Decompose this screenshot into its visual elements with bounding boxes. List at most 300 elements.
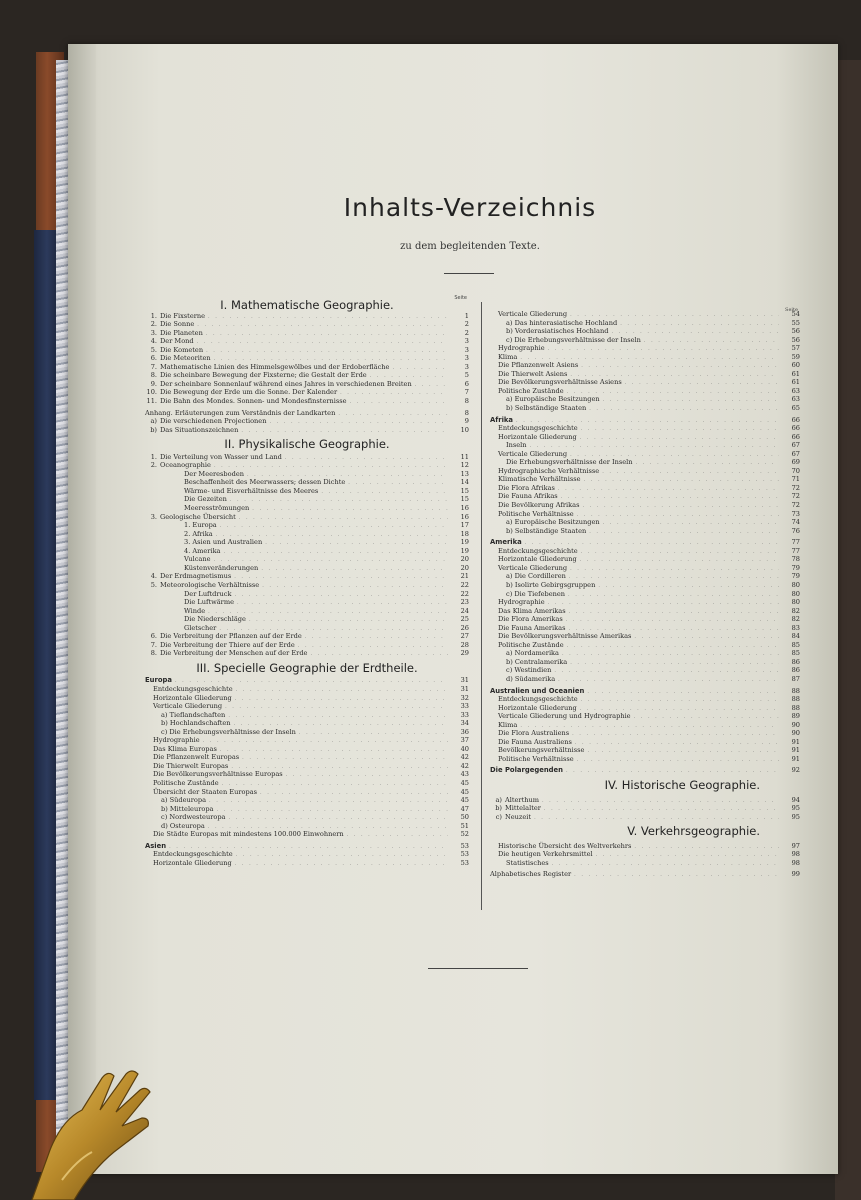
leader-dots xyxy=(544,805,779,814)
toc-entry xyxy=(145,632,469,641)
toc-entry xyxy=(145,762,469,771)
leader-dots xyxy=(299,729,448,738)
leader-dots xyxy=(230,496,448,505)
toc-entry-label: Die Flora Amerikas xyxy=(498,615,563,624)
leader-dots xyxy=(577,511,779,520)
toc-entry xyxy=(490,361,800,370)
leader-dots xyxy=(269,418,448,427)
toc-entry xyxy=(145,728,469,737)
title-rule xyxy=(444,273,494,274)
toc-entry xyxy=(490,433,800,442)
toc-entry-label: Entdeckungsgeschichte xyxy=(498,546,578,555)
toc-entry-label: Die Verteilung von Wasser und Land xyxy=(160,452,282,461)
toc-entry-page: 87 xyxy=(791,674,800,683)
toc-entry-page: 20 xyxy=(460,563,469,572)
toc-entry-label: c) Nordwesteuropa xyxy=(161,813,226,822)
leader-dots xyxy=(214,462,448,471)
leader-dots xyxy=(603,396,779,405)
toc-entry-page: 61 xyxy=(791,378,800,387)
toc-entry xyxy=(145,842,469,851)
leader-dots xyxy=(415,381,448,390)
leader-dots xyxy=(548,599,779,608)
toc-entry-label: Bevölkerungsverhältnisse xyxy=(498,746,585,755)
toc-entry-label: Meteorologische Verhältnisse xyxy=(160,580,260,589)
toc-entry xyxy=(490,649,800,658)
toc-entry-page: 42 xyxy=(460,753,469,762)
toc-entry xyxy=(145,779,469,788)
toc-entry-label: Die Fixsterne xyxy=(160,311,206,320)
toc-entry-page: 53 xyxy=(460,850,469,859)
toc-entry-number: 1. xyxy=(150,311,157,320)
toc-entry-number: 10. xyxy=(146,388,157,397)
toc-entry-page: 12 xyxy=(460,461,469,470)
toc-entry xyxy=(490,632,800,641)
toc-entry-page: 76 xyxy=(791,526,800,535)
toc-entry-page: 45 xyxy=(460,778,469,787)
toc-entry-page: 19 xyxy=(460,546,469,555)
section-heading xyxy=(145,295,469,312)
leader-dots xyxy=(574,871,779,880)
toc-entry-number: c) xyxy=(495,812,502,821)
toc-entry-label: Politische Zustände xyxy=(153,778,219,787)
toc-entry-label: Klima xyxy=(498,720,518,729)
end-rule xyxy=(428,968,528,969)
toc-entry xyxy=(145,615,469,624)
leader-dots xyxy=(625,379,779,388)
toc-entry-page: 3 xyxy=(464,354,469,363)
leader-dots xyxy=(570,659,779,668)
toc-entry-label: Die Planeten xyxy=(160,328,203,337)
toc-entry xyxy=(145,805,469,814)
toc-entry-label: Verticale Gliederung xyxy=(153,702,223,711)
toc-entry-page: 85 xyxy=(791,640,800,649)
toc-entry-label: Entdeckungsgeschichte xyxy=(153,684,233,693)
toc-entry xyxy=(490,416,800,425)
toc-entry xyxy=(490,624,800,633)
toc-entry-page: 66 xyxy=(791,432,800,441)
toc-entry-label: 3. Asien und Australien xyxy=(184,538,263,547)
toc-entry-label: Winde xyxy=(184,606,206,615)
toc-entry-page: 52 xyxy=(460,830,469,839)
toc-entry xyxy=(145,719,469,728)
toc-entry xyxy=(490,458,800,467)
toc-entry xyxy=(145,796,469,805)
toc-entry-page: 56 xyxy=(791,335,800,344)
toc-entry xyxy=(490,538,800,547)
toc-entry xyxy=(145,788,469,797)
toc-entry-label: a) Das hinterasiatische Hochland xyxy=(506,318,618,327)
toc-entry xyxy=(490,598,800,607)
toc-entry-number: b) xyxy=(150,425,157,434)
toc-entry-label: Entdeckungsgeschichte xyxy=(498,424,578,433)
toc-entry-number: 2. xyxy=(150,461,157,470)
toc-entry-label: a) Die Cordilleren xyxy=(506,572,566,581)
toc-entry-label: Alphabetisches Register xyxy=(490,870,572,879)
section-4-heading: IV. Historische Geographie. xyxy=(604,777,760,792)
page-subtitle: zu dem begleitenden Texte. xyxy=(400,241,540,252)
toc-entry xyxy=(145,649,469,658)
toc-entry xyxy=(145,694,469,703)
afrika-list xyxy=(490,416,800,536)
toc-entry-label: Wärme- und Eisverhältnisse des Meeres xyxy=(184,486,319,495)
toc-entry-page: 69 xyxy=(791,458,800,467)
toc-entry-label: Übersicht der Staaten Europas xyxy=(153,787,258,796)
toc-entry-label: Beschaffenheit des Meerwassers; dessen Dichte xyxy=(184,478,346,487)
leader-dots xyxy=(228,712,448,721)
toc-entry-page: 13 xyxy=(460,469,469,478)
toc-entry xyxy=(145,312,469,321)
toc-entry xyxy=(490,755,800,764)
toc-entry xyxy=(145,822,469,831)
toc-entry xyxy=(145,859,469,868)
toc-entry-page: 37 xyxy=(460,736,469,745)
toc-entry-label: Die Bevölkerungsverhältnisse Europas xyxy=(153,770,283,779)
toc-entry-number: 5. xyxy=(150,345,157,354)
leader-dots xyxy=(239,514,448,523)
toc-entry-page: 72 xyxy=(791,501,800,510)
toc-entry-label: a) Tieflandschaften xyxy=(161,710,226,719)
toc-entry-page: 84 xyxy=(791,632,800,641)
toc-entry-number: 1. xyxy=(150,452,157,461)
leader-dots xyxy=(584,476,779,485)
toc-entry xyxy=(490,387,800,396)
toc-entry-label: Die Bevölkerungsverhältnisse Asiens xyxy=(498,378,622,387)
toc-entry xyxy=(490,859,800,868)
leader-dots xyxy=(589,528,779,537)
toc-entry-label: a) Europäische Besitzungen xyxy=(506,395,600,404)
toc-entry-page: 95 xyxy=(791,804,800,813)
toc-entry-label: Die Pflanzenwelt Asiens xyxy=(498,361,579,370)
leader-dots xyxy=(587,747,779,756)
toc-entry-page: 88 xyxy=(791,695,800,704)
toc-entry xyxy=(145,320,469,329)
anhang-entry xyxy=(145,409,469,418)
leader-dots xyxy=(580,434,779,443)
toc-entry xyxy=(490,564,800,573)
toc-entry-page: 21 xyxy=(460,572,469,581)
toc-entry-label: Vulcane xyxy=(184,555,211,564)
toc-entry-page: 63 xyxy=(791,386,800,395)
book-edge xyxy=(835,60,861,1200)
toc-entry xyxy=(490,572,800,581)
toc-entry xyxy=(490,404,800,413)
toc-entry xyxy=(145,745,469,754)
toc-entry-label: Die Fauna Amerikas xyxy=(498,623,566,632)
leader-dots xyxy=(569,608,779,617)
section-heading xyxy=(490,777,800,792)
leader-dots xyxy=(260,789,448,798)
anhang-list xyxy=(145,409,469,435)
toc-entry-page: 72 xyxy=(791,483,800,492)
leader-dots xyxy=(249,616,448,625)
page-title: Inhalts-Verzeichnis xyxy=(343,193,597,222)
toc-entry xyxy=(490,675,800,684)
toc-entry-page: 27 xyxy=(460,632,469,641)
toc-entry-page: 88 xyxy=(791,703,800,712)
toc-entry-page: 98 xyxy=(791,858,800,867)
toc-entry-label: Verticale Gliederung xyxy=(498,563,568,572)
leader-dots xyxy=(577,756,779,765)
toc-entry xyxy=(490,746,800,755)
toc-entry-number: 4. xyxy=(150,572,157,581)
toc-entry xyxy=(145,426,469,435)
toc-entry-label: b) Mitteleuropa xyxy=(161,804,214,813)
toc-entry-page: 25 xyxy=(460,615,469,624)
toc-entry xyxy=(490,796,800,805)
toc-entry xyxy=(490,518,800,527)
toc-entry-page: 57 xyxy=(791,344,800,353)
toc-entry-number: 6. xyxy=(150,632,157,641)
toc-entry xyxy=(490,378,800,387)
toc-entry xyxy=(145,753,469,762)
leader-dots xyxy=(620,320,779,329)
toc-entry-label: Der Luftdruck xyxy=(184,589,232,598)
toc-entry xyxy=(145,813,469,822)
toc-entry-page: 5 xyxy=(464,371,469,380)
toc-entry-page: 59 xyxy=(791,352,800,361)
anhang-label: Anhang. Erläuterungen zum Verständnis der Landkarten xyxy=(145,408,336,417)
toc-entry-label: c) Die Tiefebenen xyxy=(506,589,566,598)
leader-dots xyxy=(252,505,448,514)
leader-dots xyxy=(575,739,779,748)
leader-dots xyxy=(216,806,448,815)
toc-entry xyxy=(145,676,469,685)
toc-entry xyxy=(490,441,800,450)
leader-dots xyxy=(570,565,779,574)
toc-entry xyxy=(145,590,469,599)
toc-entry-label: b) Hochlandschaften xyxy=(161,719,231,728)
toc-entry-number: 7. xyxy=(150,640,157,649)
leader-dots xyxy=(644,337,779,346)
toc-entry-page: 3 xyxy=(464,337,469,346)
leader-dots xyxy=(603,519,779,528)
toc-entry-label: 1. Europa xyxy=(184,521,217,530)
toc-entry-label: b) Isolirte Gebirgsgruppen xyxy=(506,580,596,589)
leader-dots xyxy=(634,633,779,642)
toc-entry xyxy=(490,581,800,590)
toc-entry-page: 90 xyxy=(791,720,800,729)
section-2-list xyxy=(145,453,469,658)
toc-entry-label: 2. Afrika xyxy=(184,529,213,538)
seite-label-right: Seite xyxy=(785,307,798,313)
leader-dots xyxy=(206,330,448,339)
toc-entry-page: 33 xyxy=(460,702,469,711)
toc-entry-number: a) xyxy=(495,795,502,804)
leader-dots xyxy=(262,582,448,591)
toc-entry-page: 53 xyxy=(460,858,469,867)
toc-entry-label: Das Klima Amerikas xyxy=(498,606,566,615)
toc-entry-page: 83 xyxy=(791,623,800,632)
leader-dots xyxy=(392,364,448,373)
toc-entry-page: 54 xyxy=(791,310,800,318)
toc-entry xyxy=(490,344,800,353)
toc-entry xyxy=(490,695,800,704)
toc-entry xyxy=(145,388,469,397)
toc-entry-page: 2 xyxy=(464,320,469,329)
section-3-heading: III. Specielle Geographie der Erdtheile. xyxy=(196,660,418,675)
toc-entry xyxy=(490,555,800,564)
leader-dots xyxy=(350,398,448,407)
toc-entry-label: b) Selbständige Staaten xyxy=(506,404,587,413)
toc-entry-label: Das Klima Europas xyxy=(153,744,217,753)
toc-entry-label: Europa xyxy=(145,676,172,685)
toc-entry xyxy=(145,850,469,859)
toc-entry xyxy=(490,842,800,851)
toc-entry xyxy=(145,607,469,616)
leader-dots xyxy=(580,556,779,565)
toc-entry xyxy=(490,687,800,696)
toc-entry-page: 24 xyxy=(460,606,469,615)
toc-entry-label: a) Nordamerika xyxy=(506,649,559,658)
toc-entry-page: 61 xyxy=(791,369,800,378)
leader-dots xyxy=(203,737,448,746)
toc-entry xyxy=(490,813,800,822)
toc-entry xyxy=(490,475,800,484)
leader-dots xyxy=(596,851,779,860)
toc-entry-page: 63 xyxy=(791,395,800,404)
toc-entry xyxy=(145,371,469,380)
toc-entry xyxy=(490,501,800,510)
toc-entry xyxy=(145,337,469,346)
toc-entry-label: Politische Verhältnisse xyxy=(498,509,574,518)
toc-entry-number: 6. xyxy=(150,354,157,363)
toc-entry xyxy=(145,572,469,581)
leader-dots xyxy=(236,851,448,860)
leader-dots xyxy=(348,479,448,488)
toc-entry-label: c) Die Erhebungsverhältnisse der Inseln xyxy=(161,727,296,736)
polar-entry xyxy=(490,766,800,775)
toc-entry-page: 42 xyxy=(460,761,469,770)
toc-entry-page: 22 xyxy=(460,589,469,598)
toc-entry-label: Die Verbreitung der Thiere auf der Erde xyxy=(160,640,295,649)
toc-entry xyxy=(490,370,800,379)
leader-dots xyxy=(242,754,448,763)
toc-entry-label: a) Südeuropa xyxy=(161,796,207,805)
asien-continued-list xyxy=(490,310,800,413)
toc-entry-page: 82 xyxy=(791,615,800,624)
toc-entry xyxy=(490,327,800,336)
toc-entry-label: Die Bevölkerung Afrikas xyxy=(498,501,580,510)
leader-dots xyxy=(572,730,779,739)
toc-entry xyxy=(490,870,800,879)
leader-dots xyxy=(235,695,448,704)
leader-dots xyxy=(241,427,448,436)
toc-entry-page: 29 xyxy=(460,649,469,658)
toc-entry-label: Klimatische Verhältnisse xyxy=(498,475,581,484)
leader-dots xyxy=(228,814,448,823)
toc-entry-label: Verticale Gliederung xyxy=(498,449,568,458)
leader-dots xyxy=(305,633,448,642)
toc-entry-page: 8 xyxy=(464,408,469,417)
leader-dots xyxy=(208,313,448,322)
toc-entry-page: 98 xyxy=(791,850,800,859)
toc-entry-page: 11 xyxy=(460,452,469,461)
leader-dots xyxy=(598,582,779,591)
toc-entry-label: Horizontale Gliederung xyxy=(153,693,232,702)
leader-dots xyxy=(321,488,448,497)
toc-entry-page: 86 xyxy=(791,657,800,666)
toc-entry xyxy=(490,310,800,319)
toc-entry-page: 80 xyxy=(791,589,800,598)
toc-entry xyxy=(490,712,800,721)
leader-dots xyxy=(197,321,448,330)
toc-entry-page: 95 xyxy=(791,812,800,821)
toc-entry-label: a) Europäische Besitzungen xyxy=(506,518,600,527)
leader-dots xyxy=(209,797,448,806)
toc-entry xyxy=(145,461,469,470)
toc-entry xyxy=(490,766,800,775)
toc-entry xyxy=(490,450,800,459)
section-1-heading: I. Mathematische Geographie. xyxy=(220,298,394,312)
toc-entry-label: Verticale Gliederung xyxy=(498,310,568,318)
toc-entry-label: Die heutigen Verkehrsmittel xyxy=(498,850,593,859)
section-1-list xyxy=(145,312,469,406)
leader-dots xyxy=(236,686,448,695)
toc-entry-page: 74 xyxy=(791,518,800,527)
toc-entry-label: Die Meteoriten xyxy=(160,354,211,363)
toc-entry-label: Horizontale Gliederung xyxy=(498,555,577,564)
leader-dots xyxy=(534,814,779,823)
amerika-list xyxy=(490,538,800,683)
australien-list xyxy=(490,687,800,764)
toc-entry-page: 32 xyxy=(460,693,469,702)
toc-entry-number: 8. xyxy=(150,371,157,380)
toc-entry-page: 45 xyxy=(460,796,469,805)
leader-dots xyxy=(582,502,779,511)
toc-entry-label: Gletscher xyxy=(184,623,217,632)
toc-entry-number: 9. xyxy=(150,379,157,388)
toc-entry-page: 80 xyxy=(791,598,800,607)
toc-entry-number: 3. xyxy=(150,328,157,337)
section-5-list xyxy=(490,842,800,868)
leader-dots xyxy=(234,573,448,582)
toc-entry xyxy=(490,738,800,747)
leader-dots xyxy=(602,468,779,477)
toc-entry-label: c) Westindien xyxy=(506,666,552,675)
toc-entry-page: 85 xyxy=(791,649,800,658)
toc-entry xyxy=(145,685,469,694)
toc-entry-label: Neuzeit xyxy=(505,812,532,821)
toc-entry-page: 15 xyxy=(460,486,469,495)
toc-entry xyxy=(490,395,800,404)
toc-entry xyxy=(145,711,469,720)
toc-entry-page: 65 xyxy=(791,404,800,413)
toc-entry xyxy=(145,702,469,711)
toc-entry-page: 60 xyxy=(791,361,800,370)
toc-entry-page: 40 xyxy=(460,744,469,753)
toc-entry-label: Australien und Oceanien xyxy=(490,686,585,695)
toc-entry-label: Politische Zustände xyxy=(498,386,564,395)
toc-entry-label: Die Bahn des Mondes. Sonnen- und Mondesfinsternisse xyxy=(160,397,347,406)
toc-entry-label: Die Thierwelt Europas xyxy=(153,761,229,770)
toc-entry-label: Die Sonne xyxy=(160,320,195,329)
leader-dots xyxy=(567,642,779,651)
leader-dots xyxy=(197,338,448,347)
toc-entry-page: 10 xyxy=(460,425,469,434)
toc-entry xyxy=(490,547,800,556)
toc-entry-label: Die verschiedenen Projectionen xyxy=(160,417,267,426)
toc-entry xyxy=(490,721,800,730)
leader-dots xyxy=(552,860,779,869)
toc-entry-page: 17 xyxy=(460,521,469,530)
toc-entry-label: b) Vorderasiatisches Hochland xyxy=(506,327,609,336)
seite-label: Seite xyxy=(454,295,467,301)
toc-entry xyxy=(490,492,800,501)
leader-dots xyxy=(634,713,779,722)
toc-entry-page: 73 xyxy=(791,509,800,518)
toc-entry-page: 33 xyxy=(460,710,469,719)
toc-entry-label: Hydrographie xyxy=(498,598,545,607)
